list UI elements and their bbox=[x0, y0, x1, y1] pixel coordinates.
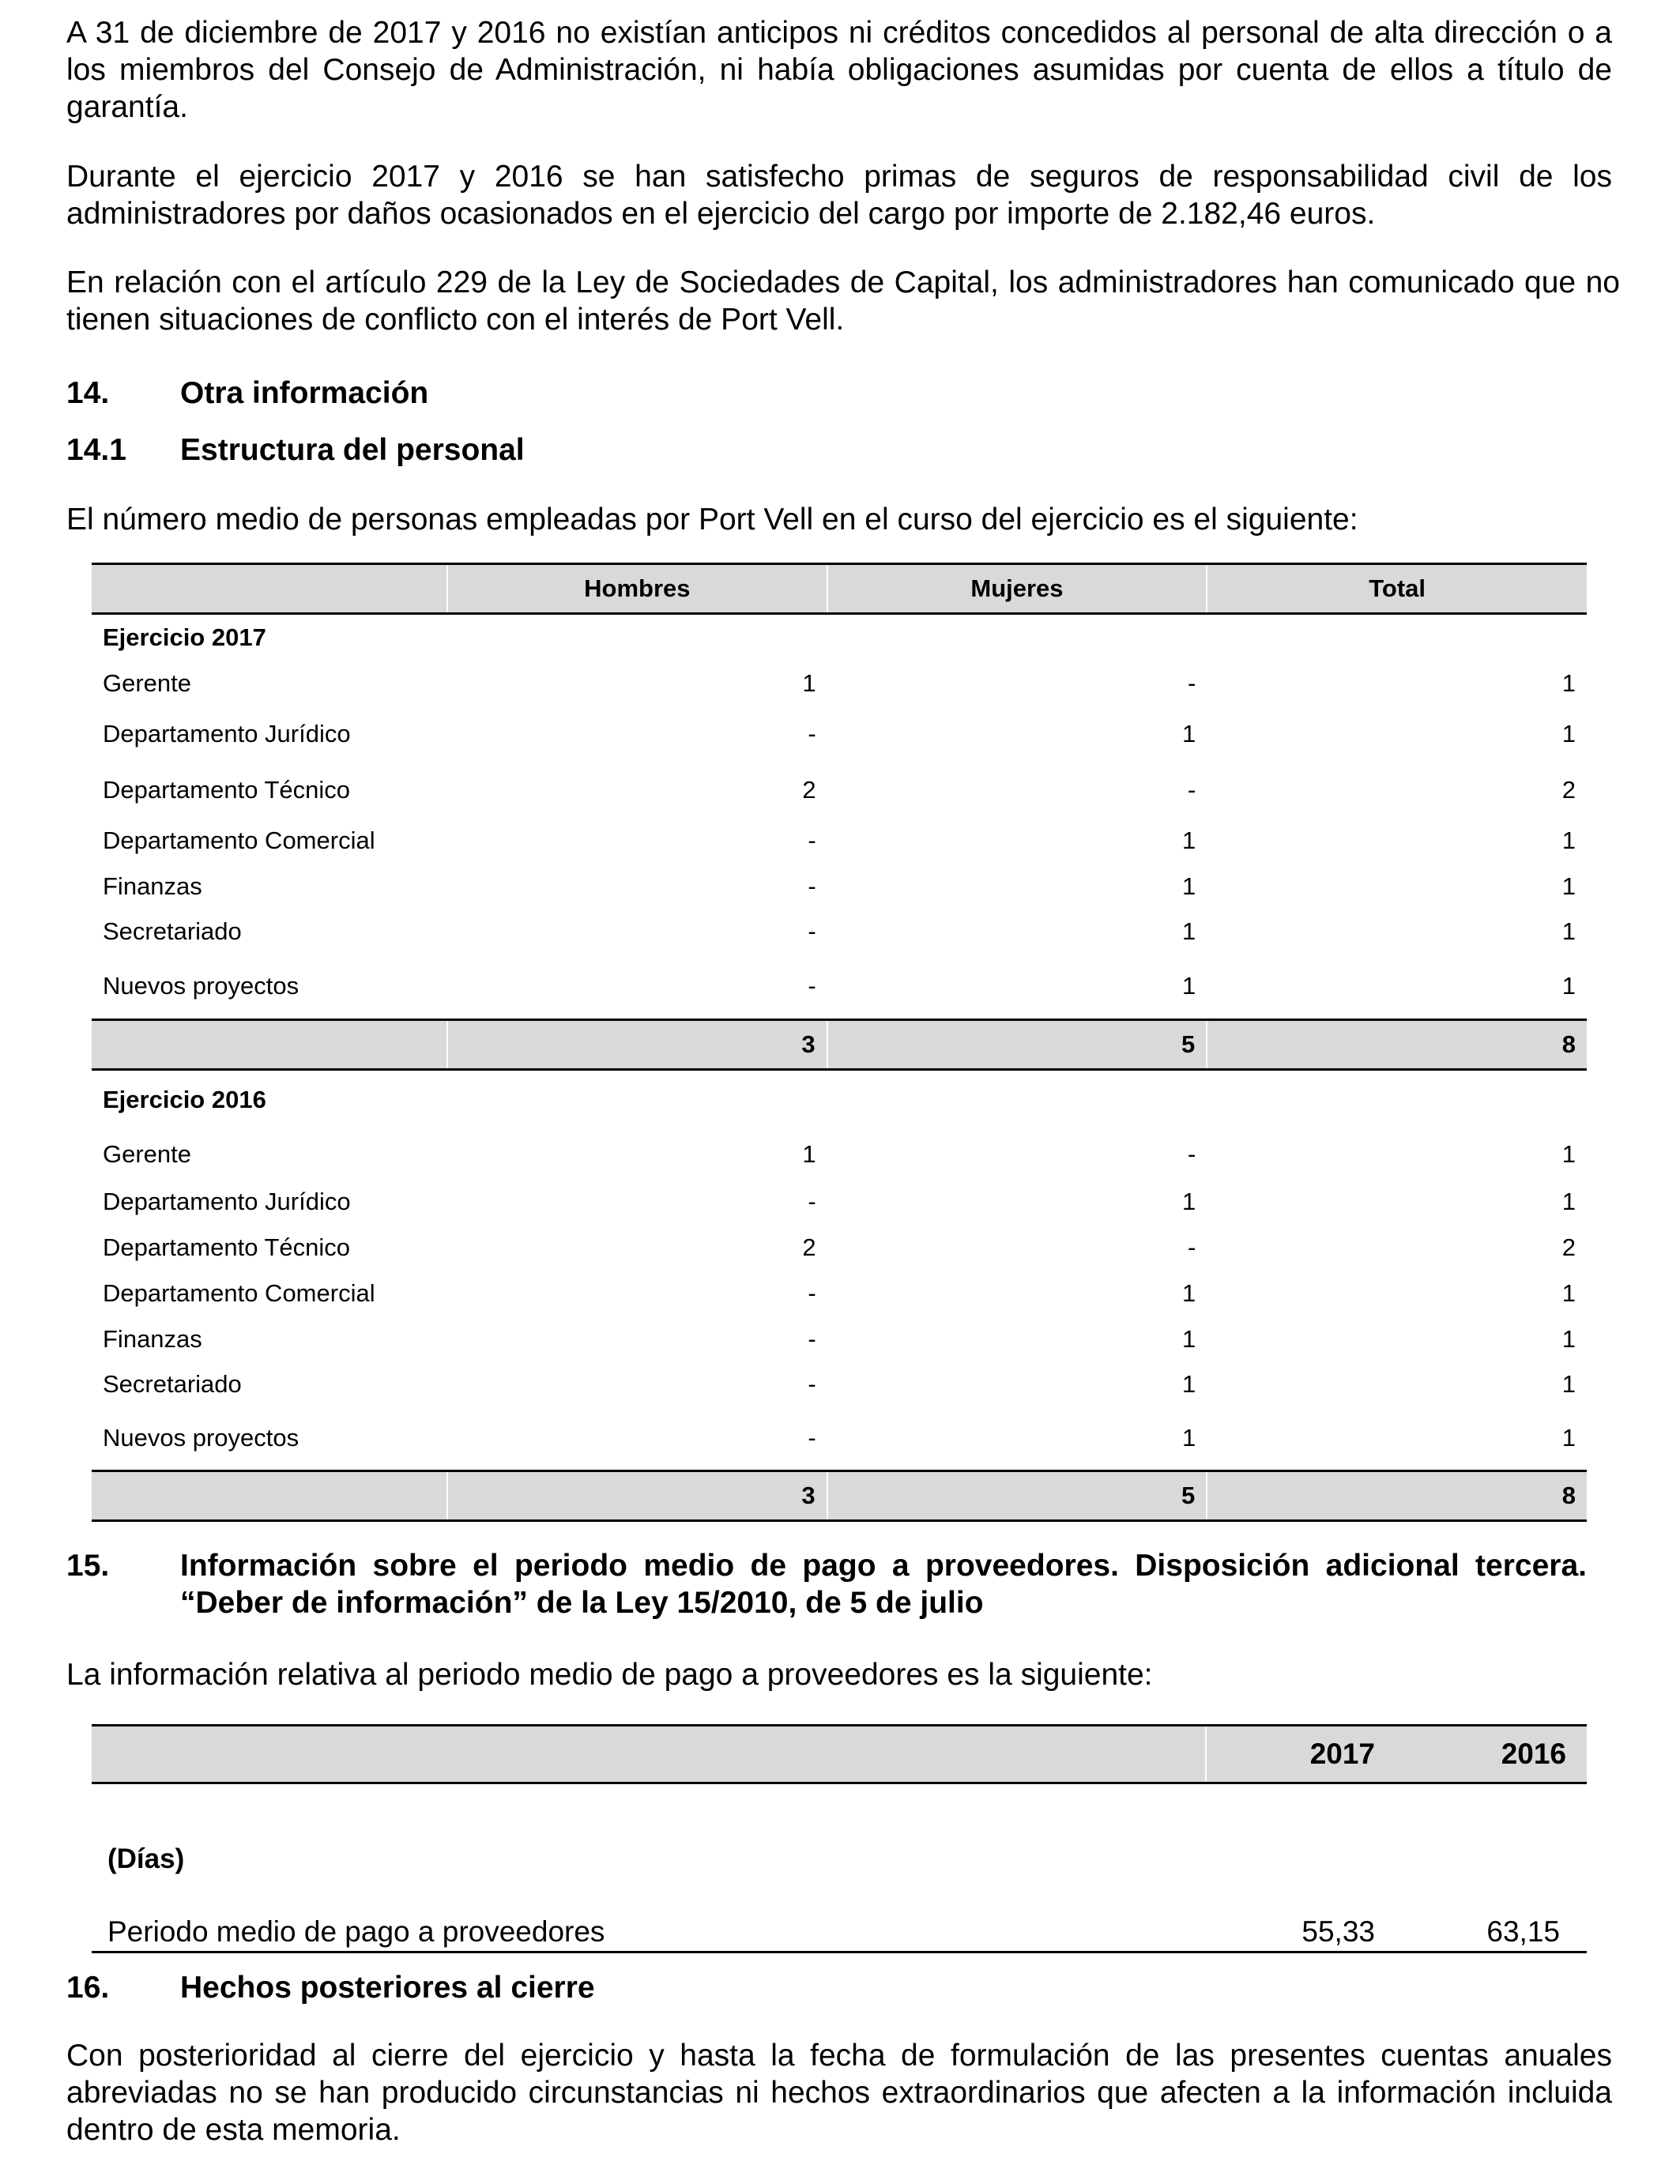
staff-table bbox=[92, 563, 1587, 1522]
row-label: Nuevos proyectos bbox=[103, 1423, 299, 1452]
heading-section-14-1 bbox=[66, 431, 1612, 469]
totals-label-empty bbox=[92, 1471, 447, 1521]
cell-total: 1 bbox=[1561, 719, 1576, 747]
cell-mujeres: - bbox=[1187, 668, 1196, 697]
table-row bbox=[92, 763, 1587, 818]
row-label: Departamento Comercial bbox=[103, 826, 375, 854]
cell-hombres: - bbox=[808, 1423, 816, 1452]
cell-hombres: 1 bbox=[802, 668, 816, 697]
cell-hombres: - bbox=[808, 826, 816, 854]
cell-hombres: - bbox=[808, 1369, 816, 1398]
cell-mujeres: 1 bbox=[1182, 1187, 1196, 1215]
heading-title: Información sobre el periodo medio de pago a proveedores. Disposición adicional tercera. “Deber de información” de la Ley 15/2010, de 5 de julio bbox=[180, 1549, 1587, 1620]
paragraph-insurance: Durante el ejercicio 2017 y 2016 se han satisfecho primas de seguros de responsabilidad civil de los administradores por daños ocasionados en el ejercicio del cargo por importe de 2.182,46 euros. bbox=[66, 160, 1612, 231]
table-row bbox=[92, 1316, 1587, 1362]
paragraph-article-229: En relación con el artículo 229 de la Ley de Sociedades de Capital, los administradores han comunicado que no tienen situaciones de conflicto con el interés de Port Vell. bbox=[66, 265, 1620, 337]
paragraph-subsequent-events: Con posterioridad al cierre del ejercicio y hasta la fecha de formulación de las presentes cuentas anuales abreviadas no se han producido circunstancias ni hechos extraordinarios que afecten a la información incluida dentro de esta memoria. bbox=[66, 2039, 1612, 2147]
payment-table-header bbox=[92, 1726, 1587, 1783]
heading-number: 14.1 bbox=[66, 433, 126, 467]
column-header-total: Total bbox=[1207, 564, 1587, 614]
cell-total: 1 bbox=[1561, 872, 1576, 900]
heading-number: 14. bbox=[66, 376, 110, 410]
section-title: Ejercicio 2016 bbox=[103, 1086, 266, 1114]
spacer-row bbox=[92, 1877, 1587, 1913]
cell-total: 1 bbox=[1561, 1369, 1576, 1398]
cell-mujeres: 1 bbox=[1182, 719, 1196, 747]
table-row bbox=[92, 864, 1587, 909]
cell-2017: 55,33 bbox=[1206, 1913, 1396, 1952]
total-hombres: 3 bbox=[447, 1020, 827, 1070]
section-title-row bbox=[92, 1070, 1587, 1130]
cell-hombres: - bbox=[808, 1278, 816, 1307]
payment-period-table bbox=[92, 1724, 1587, 1953]
cell-total: 1 bbox=[1561, 826, 1576, 854]
table-row bbox=[92, 909, 1587, 954]
cell-total: 2 bbox=[1561, 1233, 1576, 1261]
staff-table-header bbox=[92, 564, 1587, 614]
cell-mujeres: - bbox=[1187, 1233, 1196, 1261]
total-mujeres: 5 bbox=[827, 1471, 1207, 1521]
table-row bbox=[92, 818, 1587, 864]
total-total: 8 bbox=[1207, 1471, 1587, 1521]
cell-hombres: - bbox=[808, 971, 816, 1000]
cell-hombres: 2 bbox=[802, 775, 816, 804]
totals-row bbox=[92, 1020, 1587, 1070]
table-row bbox=[92, 1179, 1587, 1225]
cell-total: 1 bbox=[1561, 668, 1576, 697]
heading-section-14 bbox=[66, 375, 1612, 412]
cell-mujeres: 1 bbox=[1182, 1423, 1196, 1452]
heading-number: 16. bbox=[66, 1971, 110, 2005]
row-label: Departamento Técnico bbox=[103, 775, 351, 804]
column-header-2016: 2016 bbox=[1396, 1726, 1587, 1783]
column-header-mujeres: Mujeres bbox=[827, 564, 1207, 614]
cell-mujeres: 1 bbox=[1182, 971, 1196, 1000]
total-hombres: 3 bbox=[447, 1471, 827, 1521]
unit-label: (Días) bbox=[107, 1843, 185, 1874]
cell-hombres: - bbox=[808, 1324, 816, 1353]
table-row bbox=[92, 1130, 1587, 1179]
cell-mujeres: 1 bbox=[1182, 872, 1196, 900]
cell-mujeres: 1 bbox=[1182, 826, 1196, 854]
cell-mujeres: - bbox=[1187, 775, 1196, 804]
cell-hombres: 2 bbox=[802, 1233, 816, 1261]
table-row bbox=[92, 954, 1587, 1020]
heading-section-16 bbox=[66, 1969, 1612, 2006]
cell-mujeres: 1 bbox=[1182, 917, 1196, 945]
cell-hombres: - bbox=[808, 917, 816, 945]
column-header-2017: 2017 bbox=[1206, 1726, 1396, 1783]
row-label: Departamento Técnico bbox=[103, 1233, 351, 1261]
row-label: Nuevos proyectos bbox=[103, 971, 299, 1000]
heading-title: Otra información bbox=[180, 376, 429, 410]
cell-total: 2 bbox=[1561, 775, 1576, 804]
cell-total: 1 bbox=[1561, 1139, 1576, 1168]
total-total: 8 bbox=[1207, 1020, 1587, 1070]
cell-mujeres: - bbox=[1187, 1139, 1196, 1168]
totals-label-empty bbox=[92, 1020, 447, 1070]
table-row bbox=[92, 1913, 1587, 1952]
cell-total: 1 bbox=[1561, 1423, 1576, 1452]
cell-hombres: - bbox=[808, 1187, 816, 1215]
cell-total: 1 bbox=[1561, 917, 1576, 945]
spacer-row bbox=[92, 1783, 1587, 1842]
cell-total: 1 bbox=[1561, 1187, 1576, 1215]
table-row bbox=[92, 1271, 1587, 1316]
row-label: Periodo medio de pago a proveedores bbox=[92, 1913, 1206, 1952]
header-empty bbox=[92, 564, 447, 614]
table-row bbox=[92, 1225, 1587, 1271]
cell-hombres: - bbox=[808, 872, 816, 900]
row-label: Finanzas bbox=[103, 872, 202, 900]
heading-section-15 bbox=[66, 1547, 1587, 1621]
cell-hombres: 1 bbox=[802, 1139, 816, 1168]
row-label: Gerente bbox=[103, 1139, 192, 1168]
cell-mujeres: 1 bbox=[1182, 1324, 1196, 1353]
totals-row bbox=[92, 1471, 1587, 1521]
table-row bbox=[92, 661, 1587, 706]
cell-total: 1 bbox=[1561, 1324, 1576, 1353]
column-header-hombres: Hombres bbox=[447, 564, 827, 614]
cell-total: 1 bbox=[1561, 971, 1576, 1000]
heading-title: Hechos posteriores al cierre bbox=[180, 1971, 595, 2005]
table-row bbox=[92, 706, 1587, 763]
total-mujeres: 5 bbox=[827, 1020, 1207, 1070]
heading-title: Estructura del personal bbox=[180, 433, 525, 467]
cell-2016: 63,15 bbox=[1396, 1913, 1587, 1952]
cell-mujeres: 1 bbox=[1182, 1278, 1196, 1307]
table-row bbox=[92, 1406, 1587, 1471]
heading-number: 15. bbox=[66, 1549, 110, 1583]
row-label: Gerente bbox=[103, 668, 192, 697]
table-row bbox=[92, 1362, 1587, 1406]
section-title-row bbox=[92, 614, 1587, 661]
row-label: Departamento Jurídico bbox=[103, 1187, 351, 1215]
cell-mujeres: 1 bbox=[1182, 1369, 1196, 1398]
row-label: Departamento Jurídico bbox=[103, 719, 351, 747]
cell-total: 1 bbox=[1561, 1278, 1576, 1307]
header-empty bbox=[92, 1726, 1206, 1783]
row-label: Secretariado bbox=[103, 917, 242, 945]
paragraph-payment-intro: La información relativa al periodo medio de pago a proveedores es la siguiente: bbox=[66, 1658, 1153, 1692]
paragraph-staff-intro: El número medio de personas empleadas por Port Vell en el curso del ejercicio es el siguiente: bbox=[66, 503, 1358, 537]
row-label: Finanzas bbox=[103, 1324, 202, 1353]
row-label: Secretariado bbox=[103, 1369, 242, 1398]
row-label: Departamento Comercial bbox=[103, 1278, 375, 1307]
cell-hombres: - bbox=[808, 719, 816, 747]
unit-row bbox=[92, 1842, 1587, 1877]
section-title: Ejercicio 2017 bbox=[103, 623, 266, 652]
paragraph-advances: A 31 de diciembre de 2017 y 2016 no existían anticipos ni créditos concedidos al personal de alta dirección o a los miembros del Consejo de Administración, ni había obligaciones asumidas por cuenta de ellos a título de garantía. bbox=[66, 16, 1612, 124]
